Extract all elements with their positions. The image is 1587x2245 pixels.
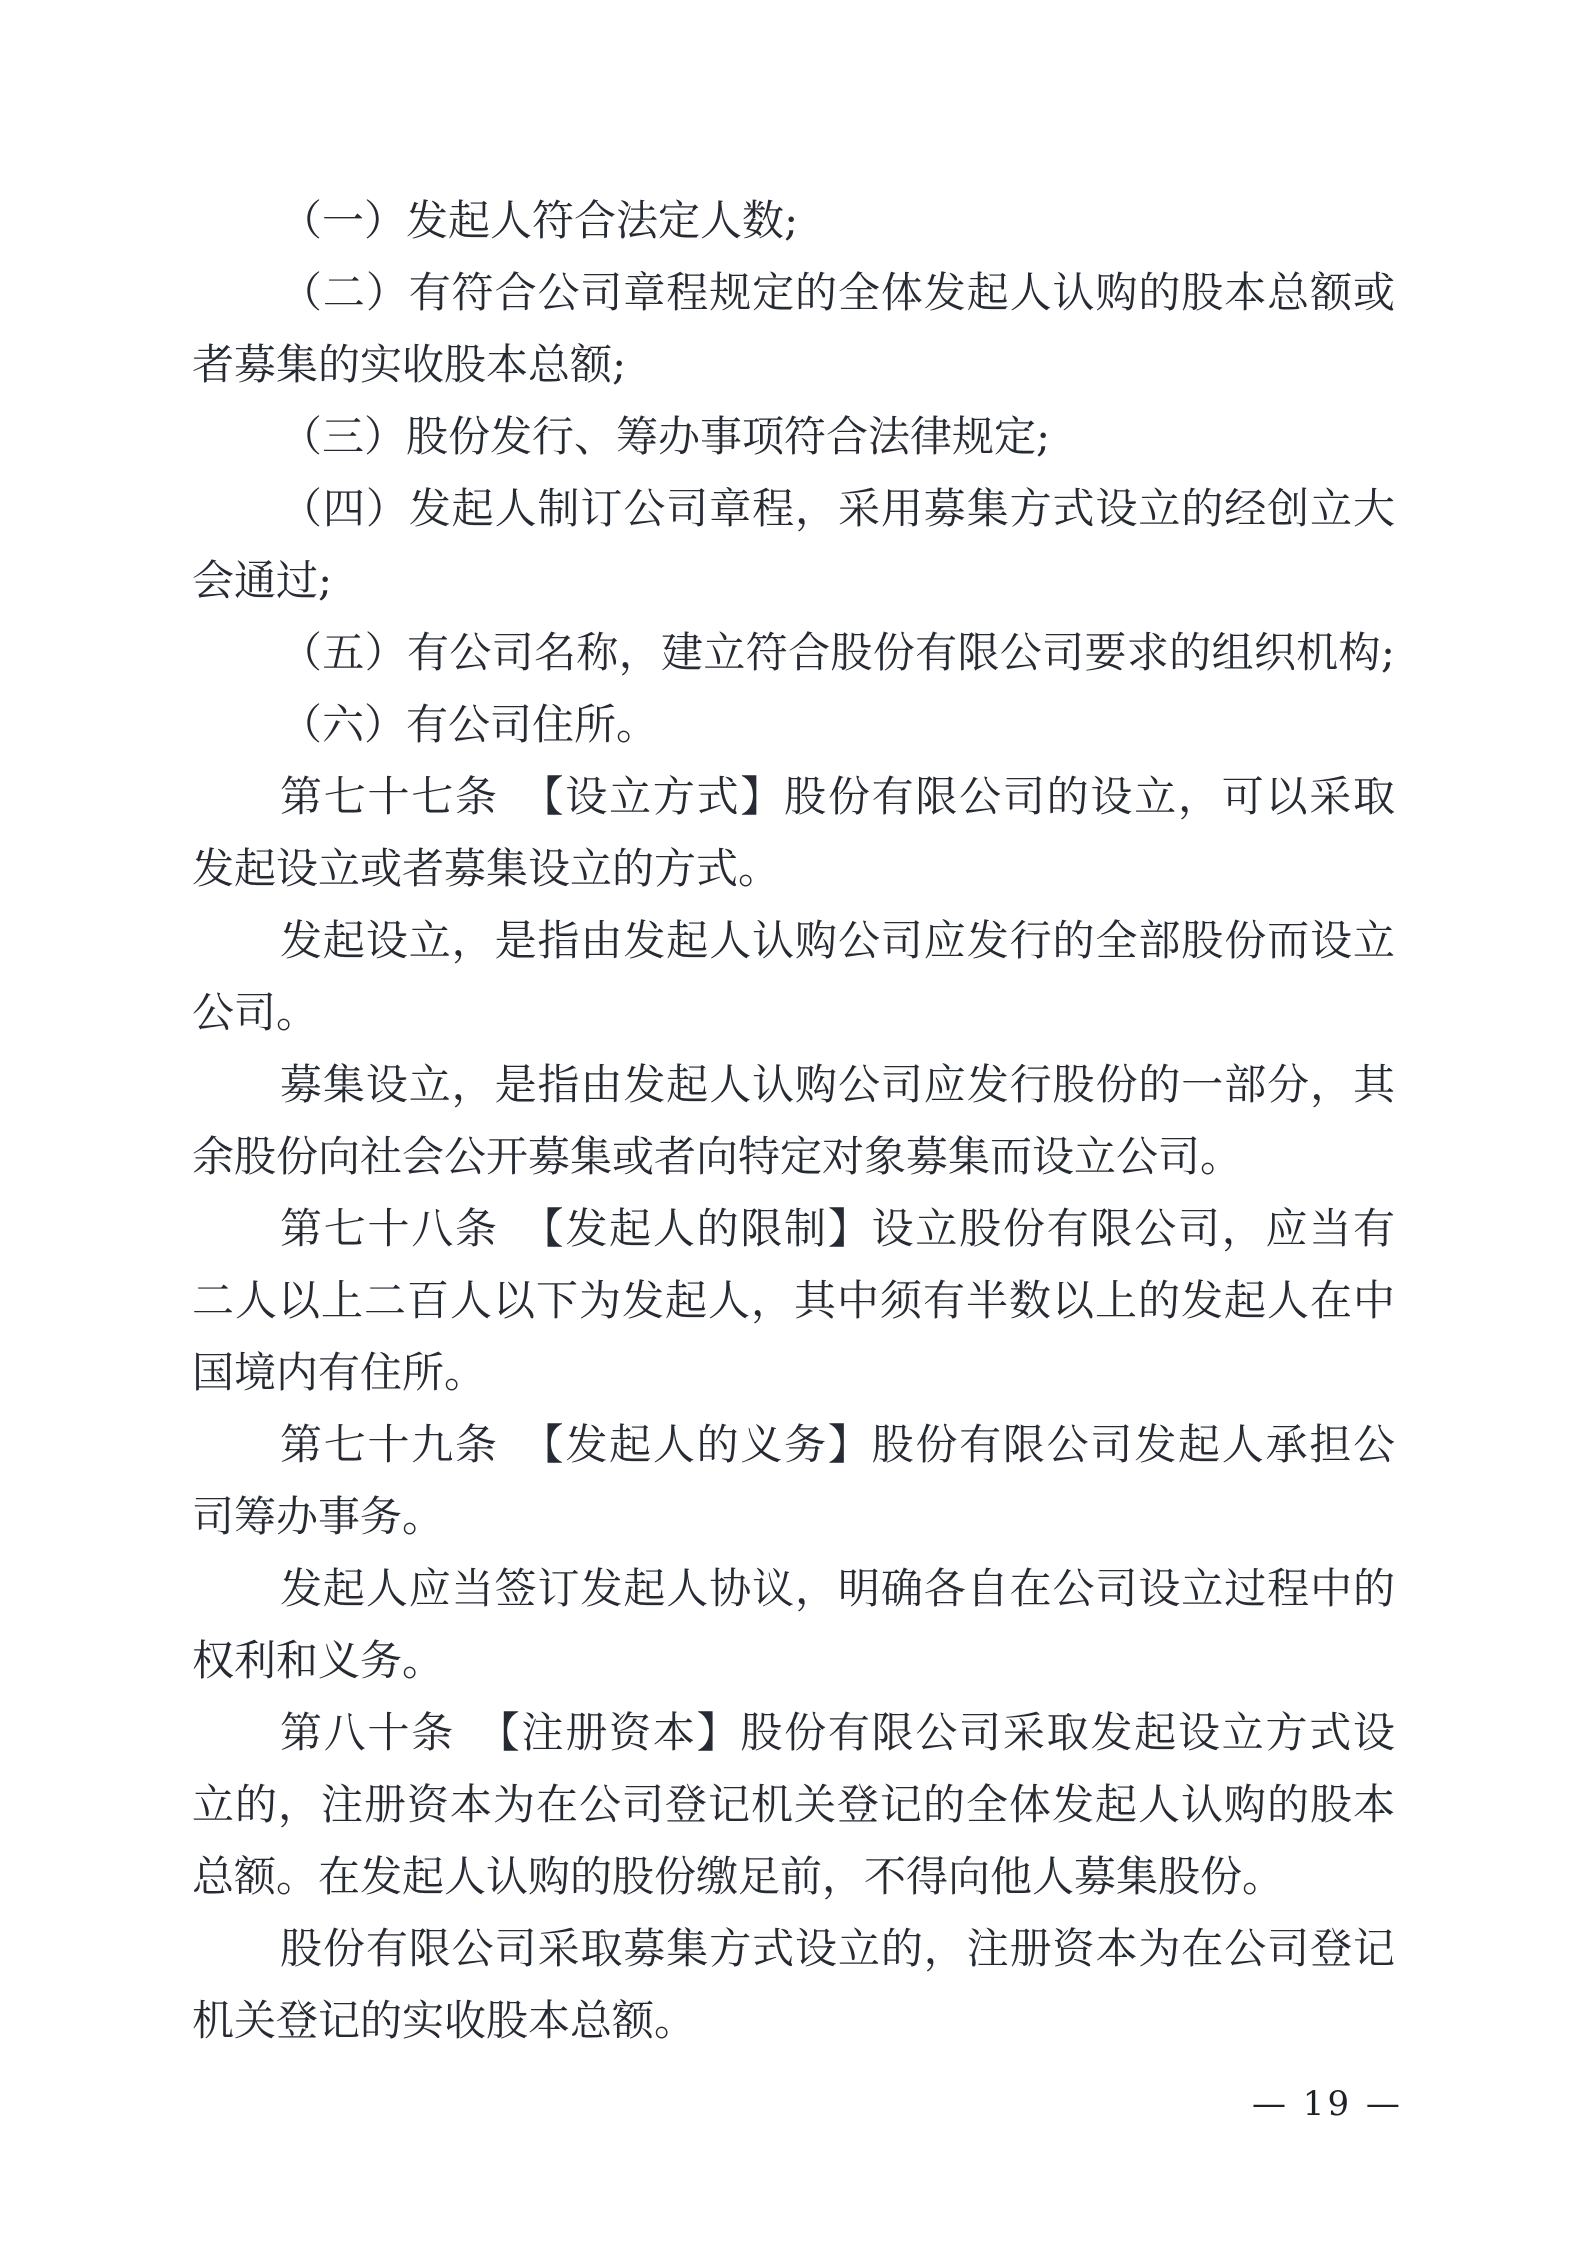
text-line: 第七十八条 【发起人的限制】设立股份有限公司，应当有 xyxy=(280,1204,1395,1253)
text-line: 公司。 xyxy=(192,988,319,1037)
text-line: 总额。在发起人认购的股份缴足前，不得向他人募集股份。 xyxy=(192,1852,1285,1901)
text-line: 第七十七条 【设立方式】股份有限公司的设立，可以采取 xyxy=(280,772,1395,821)
text-line: 第八十条 【注册资本】股份有限公司采取发起设立方式设 xyxy=(280,1708,1395,1757)
text-line: 第七十九条 【发起人的义务】股份有限公司发起人承担公 xyxy=(280,1420,1395,1469)
text-line: 二人以上二百人以下为发起人，其中须有半数以上的发起人在中 xyxy=(192,1276,1395,1325)
text-line: （三）股份发行、筹办事项符合法律规定; xyxy=(280,412,1051,461)
document-body xyxy=(192,185,1395,2057)
text-line: 发起设立，是指由发起人认购公司应发行的全部股份而设立 xyxy=(280,916,1395,965)
text-line: （四）发起人制订公司章程，采用募集方式设立的经创立大 xyxy=(280,484,1395,533)
text-line: 国境内有住所。 xyxy=(192,1348,487,1397)
text-line: 司筹办事务。 xyxy=(192,1492,445,1541)
text-line: （五）有公司名称，建立符合股份有限公司要求的组织机构; xyxy=(280,628,1395,677)
text-line: 立的，注册资本为在公司登记机关登记的全体发起人认购的股本 xyxy=(192,1780,1395,1829)
text-line: 发起人应当签订发起人协议，明确各自在公司设立过程中的 xyxy=(280,1564,1395,1613)
text-line: 权利和义务。 xyxy=(192,1636,445,1685)
text-line: 会通过; xyxy=(192,556,333,605)
text-line: （二）有符合公司章程规定的全体发起人认购的股本总额或 xyxy=(280,268,1395,317)
text-line: 募集设立，是指由发起人认购公司应发行股份的一部分，其 xyxy=(280,1060,1395,1109)
text-line: 股份有限公司采取募集方式设立的，注册资本为在公司登记 xyxy=(280,1924,1395,1973)
text-line: 余股份向社会公开募集或者向特定对象募集而设立公司。 xyxy=(192,1132,1243,1181)
text-line: 发起设立或者募集设立的方式。 xyxy=(192,844,781,893)
text-line: （六）有公司住所。 xyxy=(280,700,659,749)
text-line: （一）发起人符合法定人数; xyxy=(280,196,799,245)
page-number: — 19 — xyxy=(1252,2084,1403,2124)
text-line: 机关登记的实收股本总额。 xyxy=(192,1996,697,2045)
text-line: 者募集的实收股本总额; xyxy=(192,340,627,389)
